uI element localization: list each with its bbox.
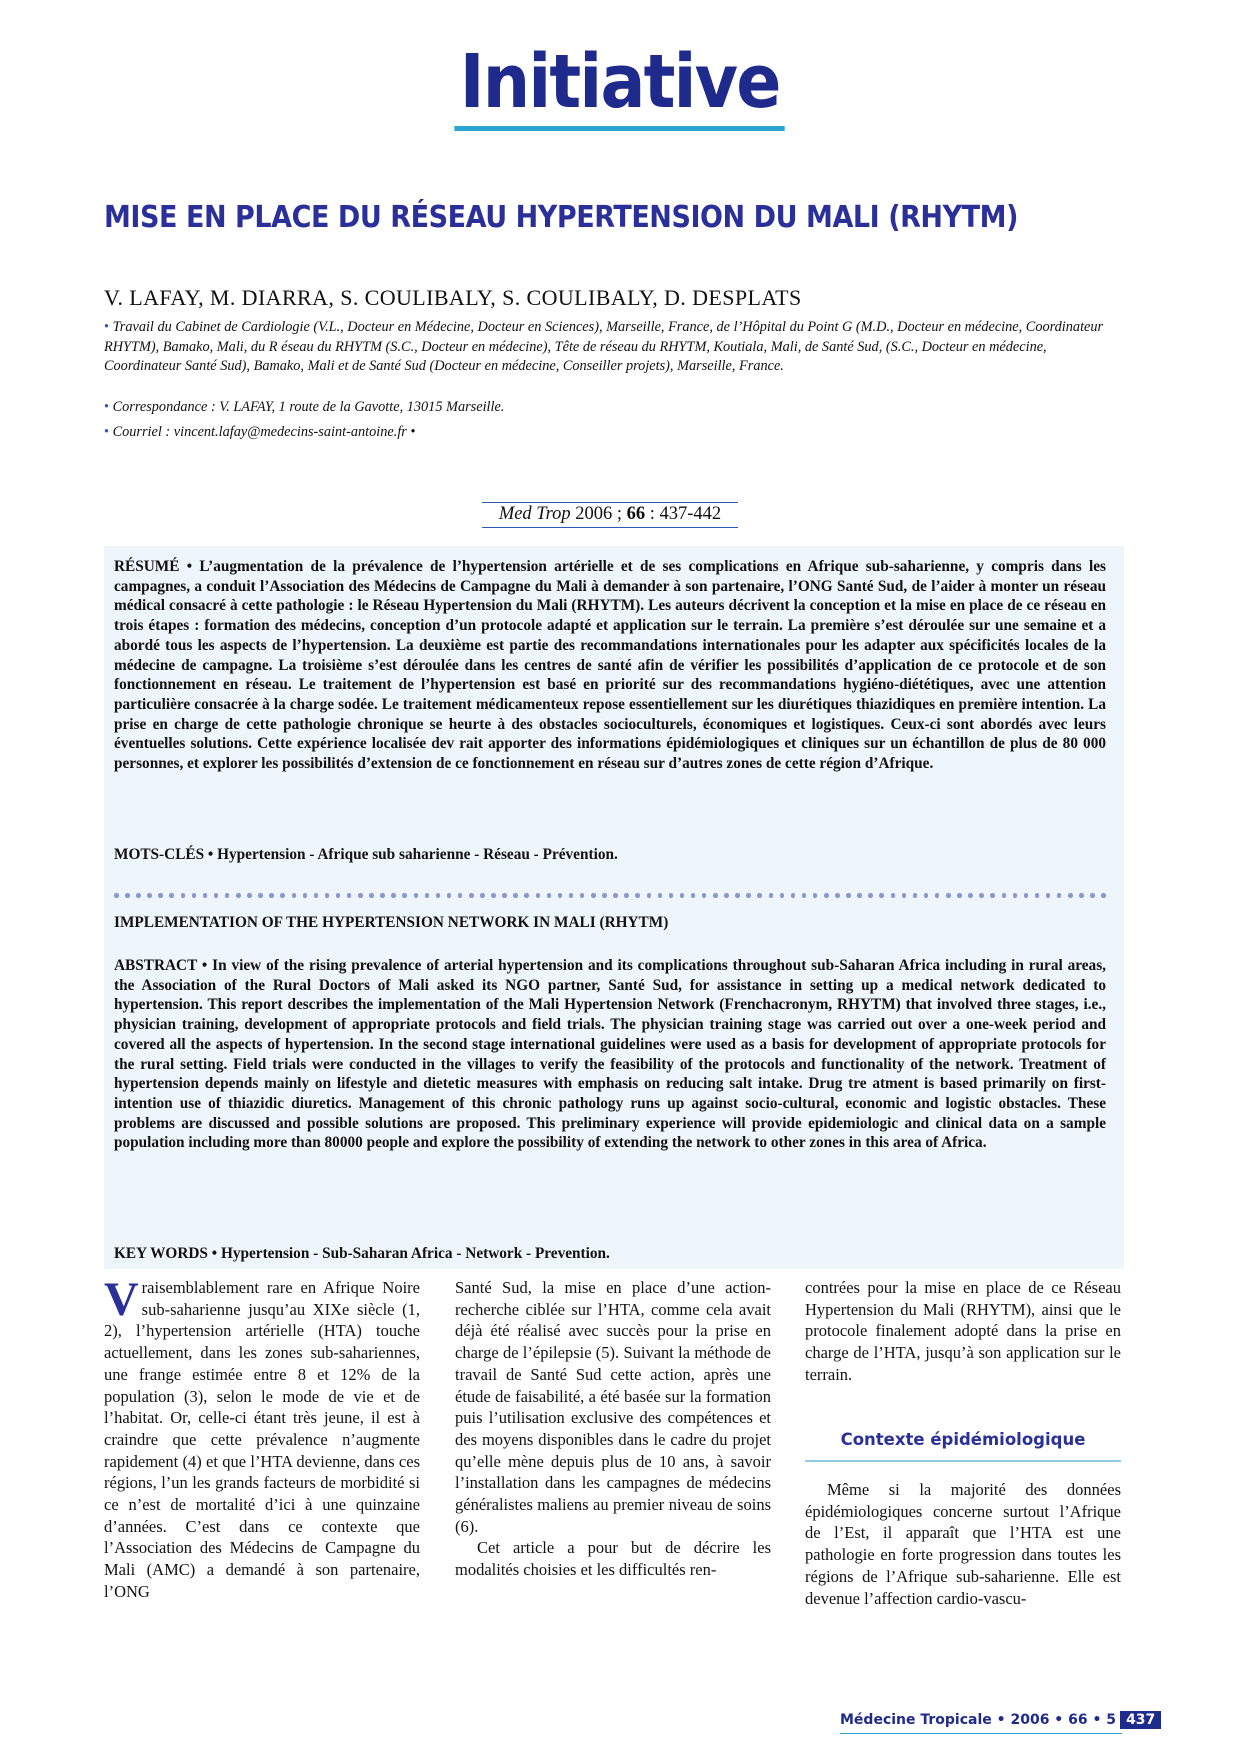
mots-cles xyxy=(114,845,1106,865)
citation-volume: 66 xyxy=(626,504,646,524)
divider-dot xyxy=(192,893,197,898)
divider-dot xyxy=(347,893,352,898)
divider-dot xyxy=(114,893,119,898)
citation-year: 2006 xyxy=(575,504,613,524)
divider-dot xyxy=(425,893,430,898)
column-3-paragraph-1: contrées pour la mise en place de ce Réseau Hypertension du Mali (RHYTM), ainsi que le protocole finalement adopté dans la prise en charge de l’HTA, jusqu’à son application sur le terrain. xyxy=(805,1278,1121,1384)
section-heading: Contexte épidémiologique xyxy=(840,1430,1086,1449)
footer-journal: Médecine Tropicale • 2006 • 66 • 5 xyxy=(840,1712,1117,1728)
divider-dot xyxy=(369,893,374,898)
citation: Med Trop 2006 ; 66 : 437-442 xyxy=(482,502,738,528)
divider-dot xyxy=(203,893,208,898)
divider-dot xyxy=(258,893,263,898)
divider-dot xyxy=(547,893,552,898)
correspondance-text: Correspondance : V. LAFAY, 1 route de la Gavotte, 13015 Marseille. xyxy=(112,399,505,415)
english-title: IMPLEMENTATION OF THE HYPERTENSION NETWORK IN MALI (RHYTM) xyxy=(114,914,669,931)
divider-dot xyxy=(292,893,297,898)
divider-dot xyxy=(902,893,907,898)
divider-dot xyxy=(802,893,807,898)
divider-dot xyxy=(1090,893,1095,898)
mots-cles-label: MOTS-CLÉS • xyxy=(114,846,214,863)
divider-dot xyxy=(957,893,962,898)
divider-dot xyxy=(602,893,607,898)
dotted-divider xyxy=(114,893,1106,899)
body-column-3 xyxy=(805,1277,1121,1386)
divider-dot xyxy=(647,893,652,898)
divider-dot xyxy=(769,893,774,898)
divider-dot xyxy=(402,893,407,898)
divider-dot xyxy=(269,893,274,898)
divider-dot xyxy=(1068,893,1073,898)
divider-dot xyxy=(580,893,585,898)
divider-dot xyxy=(303,893,308,898)
divider-dot xyxy=(358,893,363,898)
body-column-1 xyxy=(104,1273,420,1603)
page-header xyxy=(0,40,1240,131)
divider-dot xyxy=(436,893,441,898)
email-line: • Courriel : vincent.lafay@medecins-saint-antoine.fr • xyxy=(104,424,416,440)
key-words xyxy=(114,1244,1106,1264)
divider-dot xyxy=(247,893,252,898)
divider-dot xyxy=(946,893,951,898)
divider-dot xyxy=(524,893,529,898)
divider-dot xyxy=(469,893,474,898)
divider-dot xyxy=(791,893,796,898)
footer-rule xyxy=(840,1733,1122,1734)
divider-dot xyxy=(325,893,330,898)
divider-dot xyxy=(1035,893,1040,898)
divider-dot xyxy=(491,893,496,898)
column-2-paragraph-2: Cet article a pour but de décrire les modalités choisies et les difficultés ren- xyxy=(455,1538,771,1580)
resume-text: L’augmentation de la prévalence de l’hypertension artérielle et de ses complications en Afrique sub-saharienne, y compris dans les campagnes, a conduit l’Association des Médecins de Campagne du Mali à demander à son partenaire, l’ONG Santé Sud, de l’aider à monter un réseau médical consacré à cette pathologie : le Réseau Hypertension du Mali (RHYTM). Les auteurs décrivent la conception et la mise en place de ce réseau en trois étapes : formation des médecins, conception d’un protocole adapté et application sur le terrain. La première s’est déroulée sur une semaine et a abordé tous les aspects de l’hypertension. La deuxième est partie des recommandations internationales pour les adapter aux spécificités locales de la médecine de campagne. La troisième s’est déroulée dans les centres de santé afin de vérifier les possibilités d’application de ce protocole et de son fonctionnement en réseau. Le traitement de l’hypertension est basé en priorité sur des recommandations hygiéno-diététiques, avec une attention particulière consacrée à la charge sodée. Le traitement médicamenteux repose essentiellement sur les diurétiques thiazidiques en première intention. La prise en charge de cette pathologie chronique se heurte à des obstacles socioculturels, économiques et logistiques. Ceux-ci sont abordés avec leurs éventuelles solutions. Cette expérience localisée dev rait apporter des informations épidémiologiques et cliniques sur un échantillon de plus de 80 000 personnes, et explorer les possibilités d’extension de ce fonctionnement en réseau sur d’autres zones de cette région d’Afrique. xyxy=(114,558,1107,773)
divider-dot xyxy=(391,893,396,898)
abstract-text: In view of the rising prevalence of arterial hypertension and its complications throughout sub-Saharan Africa including in rural areas, the Association of the Rural Doctors of Mali asked its NGO partner, Santé Sud, for assistance in setting up a medical network dedicated to hypertension. This report describes the implementation of the Mali Hypertension Network (Frenchacronym, RHYTM) that involved three stages, i.e., physician training, development of appropriate protocols and field trials. The physician training stage was carried out over a one-week period and covered all the aspects of hypertension. In the second stage international guidelines were used as a basis for development of appropriate protocols for the rural setting. Field trials were conducted in the villages to verify the feasibility of the protocols and functionality of the network. Treatment of hypertension depends mainly on lifestyle and dietetic measures with emphasis on reducing salt intake. Drug tre atment is based primarily on first-intention use of thiazidic diuretics. Management of this chronic pathology runs up against socio-cultural, economic and logistic obstacles. These problems are discussed and possible solutions are proposed. This preliminary experience will provide epidemiologic and clinical data on a sample population including more than 80000 people and explore the possibility of extending the network to other zones in this area of Africa. xyxy=(114,957,1106,1152)
divider-dot xyxy=(968,893,973,898)
page-footer xyxy=(840,1711,1161,1729)
divider-dot xyxy=(447,893,452,898)
email-text: Courriel : vincent.lafay@medecins-saint-antoine.fr • xyxy=(112,424,416,440)
divider-dot xyxy=(336,893,341,898)
resume-paragraph xyxy=(114,557,1106,774)
divider-dot xyxy=(147,893,152,898)
mots-cles-text: Hypertension - Afrique sub saharienne - Réseau - Prévention. xyxy=(217,846,618,863)
column-1-text: raisemblablement rare en Afrique Noire sub-saharienne jusqu’au XIXe siècle (1, 2), l’hypertension artérielle (HTA) touche actuellement, dans les zones sub-sahariennes, une frange estimée entre 8 et 12% de la population (3), selon le mode de vie et de l’habitat. Or, celle-ci étant très jeune, il est à craindre que cette prévalence n’augmente rapidement (4) et que l’HTA devienne, dans ces régions, l’un les grands facteurs de morbidité si ce n’est de mortalité d’ici à une quinzaine d’années. C’est dans ce contexte que l’Association des Médecins de Campagne du Mali (AMC) a demandé à son partenaire, l’ONG xyxy=(104,1278,420,1601)
divider-dot xyxy=(380,893,385,898)
divider-dot xyxy=(746,893,751,898)
affiliation: • Travail du Cabinet de Cardiologie (V.L., Docteur en Médecine, Docteur en Sciences), Marseille, France, de l’Hôpital du Point G (M.D., Docteur en médecine, Coordinateur RHYTM), Bamako, Mali, du R éseau du RHYTM (S.C., Docteur en médecine), Tête de réseau du RHYTM, Koutiala, Mali, de Santé Sud, (S.C., Docteur en médecine, Coordinateur Santé Sud), Bamako, Mali et de Santé Sud (Docteur en médecine, Conseiller projets), Marseille, France. xyxy=(104,319,1104,375)
divider-dot xyxy=(480,893,485,898)
resume-label: RÉSUMÉ • xyxy=(114,558,193,575)
divider-dot xyxy=(735,893,740,898)
divider-dot xyxy=(824,893,829,898)
divider-dot xyxy=(979,893,984,898)
divider-dot xyxy=(713,893,718,898)
divider-dot xyxy=(314,893,319,898)
page-number: 437 xyxy=(1120,1711,1161,1729)
divider-dot xyxy=(669,893,674,898)
abstract-label: ABSTRACT • xyxy=(114,957,208,974)
divider-dot xyxy=(935,893,940,898)
divider-dot xyxy=(1079,893,1084,898)
correspondance: • Correspondance : V. LAFAY, 1 route de la Gavotte, 13015 Marseille. xyxy=(104,399,505,415)
divider-dot xyxy=(702,893,707,898)
divider-dot xyxy=(1002,893,1007,898)
divider-dot xyxy=(924,893,929,898)
divider-dot xyxy=(214,893,219,898)
divider-dot xyxy=(891,893,896,898)
body-column-2 xyxy=(455,1277,771,1581)
divider-dot xyxy=(780,893,785,898)
body-column-3-continued xyxy=(805,1479,1121,1609)
divider-dot xyxy=(691,893,696,898)
column-3-paragraph-2: Même si la majorité des données épidémiologiques concerne surtout l’Afrique de l’Est, il apparaît que l’HTA est une pathologie en forte progression dans toutes les régions de l’Afrique sub-saharienne. Elle est devenue l’affection cardio-vascu- xyxy=(805,1480,1121,1608)
divider-dot xyxy=(879,893,884,898)
divider-dot xyxy=(414,893,419,898)
column-2-paragraph-1: Santé Sud, la mise en place d’une action-recherche ciblée sur l’HTA, comme cela avait déjà été réalisé avec succès pour la prise en charge de l’épilepsie (5). Suivant la méthode de travail de Santé Sud cette action, après une étude de faisabilité, a été basée sur la formation puis l’utilisation exclusive des compétences et des moyens disponibles dans le cadre du projet qu’elle mène depuis plus de 10 ans, à savoir l’installation dans les campagnes de médecins généralistes maliens au premier niveau de soins (6). xyxy=(455,1278,771,1536)
affiliation-text: Travail du Cabinet de Cardiologie (V.L., Docteur en Médecine, Docteur en Sciences), Marseille, France, de l’Hôpital du Point G (M.D., Docteur en médecine, Coordinateur RHYTM), Bamako, Mali, du R éseau du RHYTM (S.C., Docteur en médecine), Tête de réseau du RHYTM, Koutiala, Mali, de Santé Sud, (S.C., Docteur en médecine, Coordinateur Santé Sud), Bamako, Mali et de Santé Sud (Docteur en médecine, Conseiller projets), Marseille, France. xyxy=(104,319,1104,375)
divider-dot xyxy=(1024,893,1029,898)
divider-dot xyxy=(280,893,285,898)
divider-dot xyxy=(913,893,918,898)
section-heading-rule xyxy=(805,1460,1121,1462)
divider-dot xyxy=(868,893,873,898)
drop-cap: V xyxy=(104,1273,139,1326)
divider-dot xyxy=(158,893,163,898)
divider-dot xyxy=(225,893,230,898)
divider-dot xyxy=(502,893,507,898)
divider-dot xyxy=(1101,893,1106,898)
divider-dot xyxy=(136,893,141,898)
divider-dot xyxy=(458,893,463,898)
divider-dot xyxy=(990,893,995,898)
divider-dot xyxy=(591,893,596,898)
divider-dot xyxy=(846,893,851,898)
divider-dot xyxy=(169,893,174,898)
article-title: MISE EN PLACE DU RÉSEAU HYPERTENSION DU MALI (RHYTM) xyxy=(104,200,1018,235)
divider-dot xyxy=(181,893,186,898)
divider-dot xyxy=(835,893,840,898)
divider-dot xyxy=(1013,893,1018,898)
key-words-text: Hypertension - Sub-Saharan Africa - Network - Prevention. xyxy=(220,1245,610,1262)
divider-dot xyxy=(624,893,629,898)
citation-journal: Med Trop xyxy=(498,504,571,524)
abstract-paragraph xyxy=(114,956,1106,1153)
divider-dot xyxy=(635,893,640,898)
divider-dot xyxy=(813,893,818,898)
divider-dot xyxy=(513,893,518,898)
section-title: Initiative xyxy=(455,40,786,131)
divider-dot xyxy=(569,893,574,898)
divider-dot xyxy=(613,893,618,898)
divider-dot xyxy=(658,893,663,898)
divider-dot xyxy=(757,893,762,898)
divider-dot xyxy=(125,893,130,898)
divider-dot xyxy=(236,893,241,898)
divider-dot xyxy=(558,893,563,898)
divider-dot xyxy=(536,893,541,898)
divider-dot xyxy=(857,893,862,898)
citation-pages: 437-442 xyxy=(659,504,722,524)
divider-dot xyxy=(680,893,685,898)
divider-dot xyxy=(724,893,729,898)
article-authors: V. LAFAY, M. DIARRA, S. COULIBALY, S. COULIBALY, D. DESPLATS xyxy=(104,285,802,310)
divider-dot xyxy=(1046,893,1051,898)
key-words-label: KEY WORDS • xyxy=(114,1245,218,1262)
divider-dot xyxy=(1057,893,1062,898)
